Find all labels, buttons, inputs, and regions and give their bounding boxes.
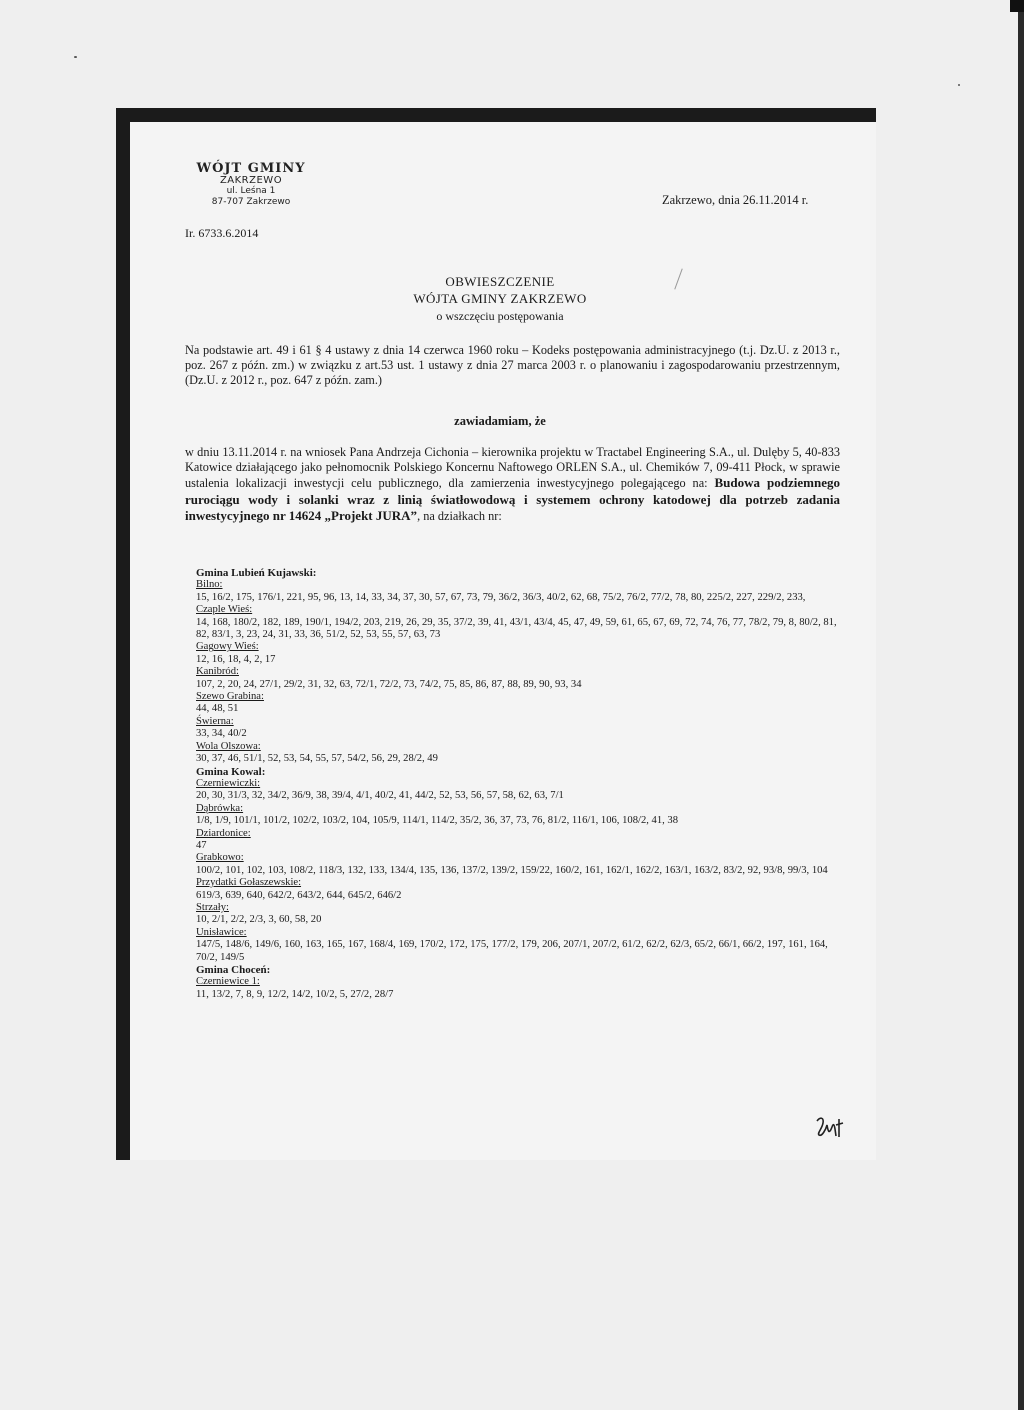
document-title: OBWIESZCZENIE <box>445 274 555 289</box>
dust-speck <box>74 56 77 58</box>
plot-numbers: 10, 2/1, 2/2, 2/3, 3, 60, 58, 20 <box>196 914 322 926</box>
village-name: Szewo Grabina: <box>196 691 264 703</box>
document-subtitle: WÓJTA GMINY ZAKRZEWO <box>413 291 587 306</box>
announcement-heading: zawiadamiam, że <box>454 414 546 428</box>
plot-numbers: 12, 16, 18, 4, 2, 17 <box>196 653 276 665</box>
village-name: Dziardonice: <box>196 827 251 839</box>
plots-list <box>196 567 846 1001</box>
office-stamp <box>186 161 316 208</box>
legal-basis-paragraph: Na podstawie art. 49 i 61 § 4 ustawy z dnia 14 czerwca 1960 roku – Kodeks postępowania administracyjnego (t.j. Dz.U. z 2013 r., poz. 267 z późn. zm.) w związku z art.53 ust. 1 ustawy z dnia 27 marca 2003 r. o planowaniu i zagospodarowaniu przestrzennym, (Dz.U. z 2012 r., poz. 647 z późn. zam.) <box>185 343 840 388</box>
plot-numbers: 30, 37, 46, 51/1, 52, 53, 54, 55, 57, 54/2, 56, 29, 28/2, 49 <box>196 753 438 765</box>
gmina-heading: Gmina Lubień Kujawski: <box>196 567 317 579</box>
reference-number: Ir. 6733.6.2014 <box>185 226 259 240</box>
scan-edge-corner <box>1010 0 1024 12</box>
scan-edge-right <box>1018 0 1024 1410</box>
plot-numbers: 100/2, 101, 102, 103, 108/2, 118/3, 132, 133, 134/4, 135, 136, 137/2, 139/2, 159/22, 160/2, 161, 162/1, 162/2, 163/1, 163/2, 83/2, 92, 93/8, 99/3, 104 <box>196 864 828 876</box>
stamp-line-2: ZAKRZEWO <box>219 175 283 186</box>
plot-numbers: 14, 168, 180/2, 182, 189, 190/1, 194/2, 203, 219, 26, 29, 35, 37/2, 39, 41, 43/1, 43/4, 45, 47, 49, 59, 61, 65, 67, 69, 72, 74, 76, 77, 78/2, 79, 8, 80/2, 81, 82, 83/1, 3, 23, 24, 31, 33, 36, 51/2, 52, 53, 55, 57, 63, 73 <box>196 616 837 641</box>
signature-initials <box>814 1115 846 1141</box>
plot-numbers: 20, 30, 31/3, 32, 34/2, 36/9, 38, 39/4, 4/1, 40/2, 41, 44/2, 52, 53, 56, 57, 58, 62, 63, 7/1 <box>196 790 564 802</box>
village-name: Przydatki Gołaszewskie: <box>196 877 302 889</box>
village-name: Czerniewice 1: <box>196 976 260 988</box>
village-name: Kanibród: <box>196 666 239 678</box>
village-name: Bilno: <box>196 579 223 591</box>
village-name: Czerniewiczki: <box>196 777 261 789</box>
plot-numbers: 147/5, 148/6, 149/6, 160, 163, 165, 167, 168/4, 169, 170/2, 172, 175, 177/2, 179, 206, 207/1, 207/2, 61/2, 62/2, 62/3, 65/2, 66/1, 66/2, 197, 161, 164, 70/2, 149/5 <box>196 939 828 963</box>
plot-numbers: 1/8, 1/9, 101/1, 101/2, 102/2, 103/2, 104, 105/9, 114/1, 114/2, 35/2, 36, 37, 73, 76, 81/2, 116/1, 106, 108/2, 41, 38 <box>196 815 679 827</box>
plot-numbers: 619/3, 639, 640, 642/2, 643/2, 644, 645/2, 646/2 <box>196 889 402 901</box>
village-name: Czaple Wieś: <box>196 604 253 616</box>
plot-numbers: 107, 2, 20, 24, 27/1, 29/2, 31, 32, 63, 72/1, 72/2, 73, 74/2, 75, 85, 86, 87, 88, 89, 90, 93, 34 <box>196 678 582 690</box>
document-subject: o wszczęciu postępowania <box>436 309 564 323</box>
village-name: Świerna: <box>196 715 234 727</box>
notice-text-part-1: w dniu 13.11.2014 r. na wniosek Pana Andrzeja Cichonia – kierownika projektu w Tractabel Engineering S.A., ul. Dulęby 5, 40-833 Katowice działającego jako pełnomocnik Polskiego Koncernu Naftowego ORLEN S.A., ul. Chemików 7, 09-411 Płock, w sprawie ustalenia lokalizacji inwestycji celu publicznego, dla zamierzenia inwestycyjnego polegającego na: <box>185 445 840 491</box>
plot-numbers: 47 <box>196 839 207 851</box>
dust-speck <box>958 84 960 86</box>
village-name: Strzały: <box>196 901 229 913</box>
notice-paragraph <box>185 445 840 524</box>
plot-numbers: 44, 48, 51 <box>196 703 239 715</box>
document-date: Zakrzewo, dnia 26.11.2014 r. <box>662 193 809 207</box>
village-name: Grabkowo: <box>196 852 244 864</box>
investment-name: Budowa podziemnego rurociągu wody i solanki wraz z linią światłowodową i systemem ochrony katodowej dla potrzeb zadania inwestycyjnego nr 14624 „Projekt JURA” <box>185 475 840 523</box>
plot-numbers: 33, 34, 40/2 <box>196 728 247 740</box>
plot-numbers: 11, 13/2, 7, 8, 9, 12/2, 14/2, 10/2, 5, 27/2, 28/7 <box>196 988 394 1000</box>
notice-text-part-2: , na działkach nr: <box>417 508 502 523</box>
gmina-heading: Gmina Choceń: <box>196 964 271 976</box>
scan-border-top <box>116 108 876 122</box>
village-name: Unisławice: <box>196 926 247 938</box>
stamp-line-4: 87-707 Zakrzewo <box>211 197 291 207</box>
village-name: Gagowy Wieś: <box>196 641 259 653</box>
village-name: Dąbrówka: <box>196 802 244 814</box>
plot-numbers: 15, 16/2, 175, 176/1, 221, 95, 96, 13, 14, 33, 34, 37, 30, 57, 67, 73, 79, 36/2, 36/3, 40/2, 62, 68, 75/2, 76/2, 77/2, 78, 80, 225/2, 227, 229/2, 233, <box>196 591 806 603</box>
scan-border-left <box>116 108 130 1160</box>
gmina-heading: Gmina Kowal: <box>196 765 266 778</box>
stamp-line-3: ul. Leśna 1 <box>226 186 276 196</box>
village-name: Wola Olszowa: <box>196 740 261 752</box>
stamp-line-1: WÓJT GMINY <box>196 161 306 176</box>
